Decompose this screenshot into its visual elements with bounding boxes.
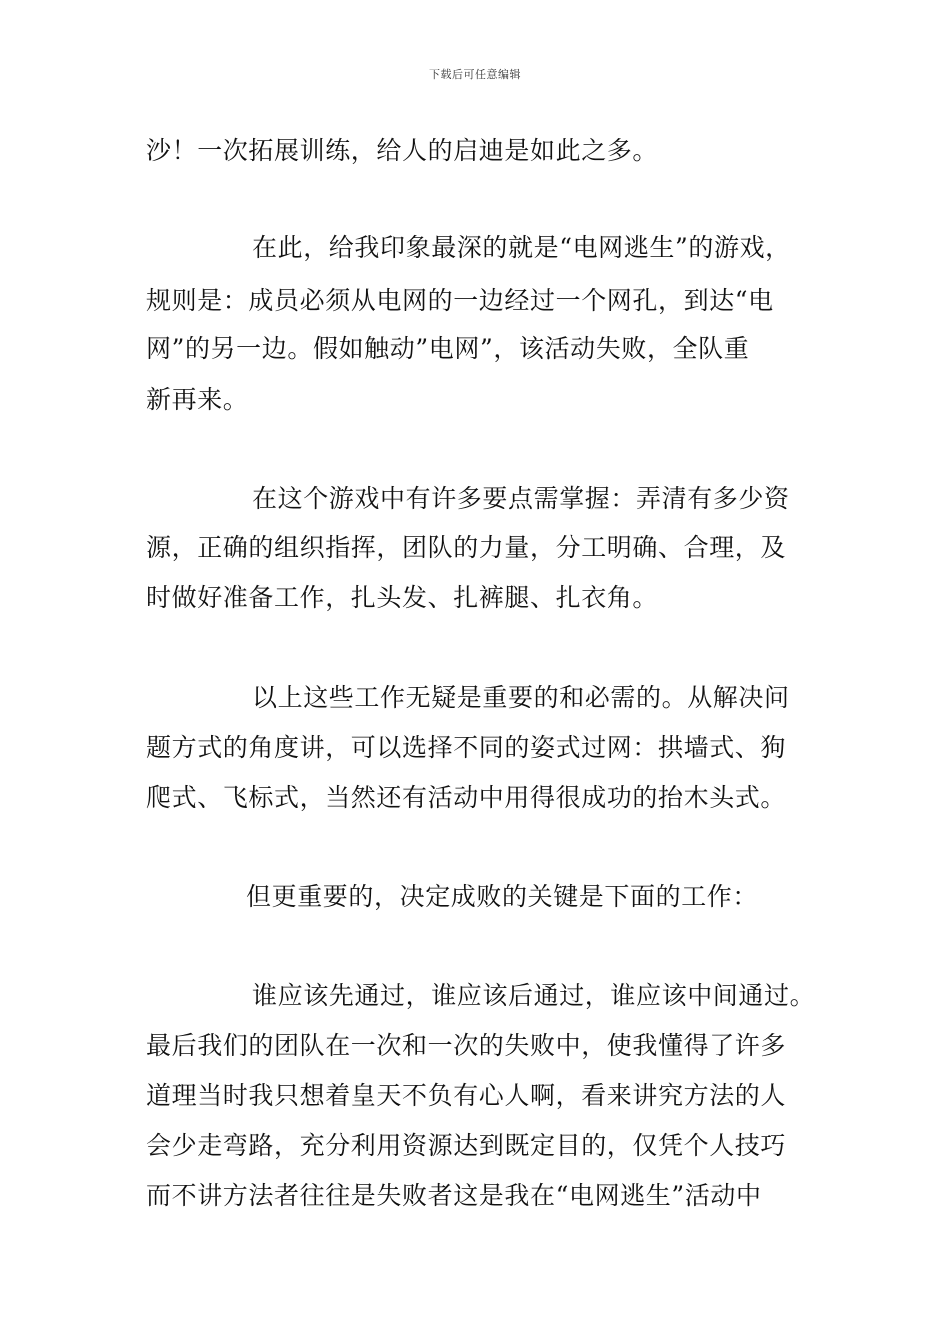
text-line: 但更重要的，决定成败的关键是下面的工作： [246, 882, 759, 911]
text-line: 爬式、飞标式，当然还有活动中用得很成功的抬木头式。 [146, 783, 787, 812]
text-line: 道理当时我只想着皇天不负有心人啊，看来讲究方法的人 [146, 1081, 787, 1110]
text-line: 沙！一次拓展训练，给人的启迪是如此之多。 [146, 136, 659, 165]
text-line: 规则是：成员必须从电网的一边经过一个网孔，到达“电 [146, 286, 774, 315]
text-line: 在这个游戏中有许多要点需掌握：弄清有多少资 [252, 484, 790, 513]
text-line: 新再来。 [146, 385, 249, 414]
text-line: 时做好准备工作，扎头发、扎裤腿、扎衣角。 [146, 583, 659, 612]
text-line: 最后我们的团队在一次和一次的失败中，使我懂得了许多 [146, 1031, 787, 1060]
page-header: 下载后可任意编辑 [429, 68, 521, 81]
text-line: 网”的另一边。假如触动”电网”，该活动失败，全队重 [146, 334, 750, 363]
text-line: 会少走弯路，充分利用资源达到既定目的，仅凭个人技巧 [146, 1131, 787, 1160]
text-line: 题方式的角度讲，可以选择不同的姿式过网：拱墙式、狗 [146, 733, 787, 762]
text-line: 以上这些工作无疑是重要的和必需的。从解决问 [252, 683, 790, 712]
text-line: 在此，给我印象最深的就是“电网逃生”的游戏， [252, 233, 791, 262]
text-line: 源，正确的组织指挥，团队的力量，分工明确、合理，及 [146, 533, 787, 562]
text-line: 谁应该先通过，谁应该后通过，谁应该中间通过。 [252, 981, 816, 1010]
text-line: 而不讲方法者往往是失败者这是我在“电网逃生”活动中 [146, 1181, 762, 1210]
